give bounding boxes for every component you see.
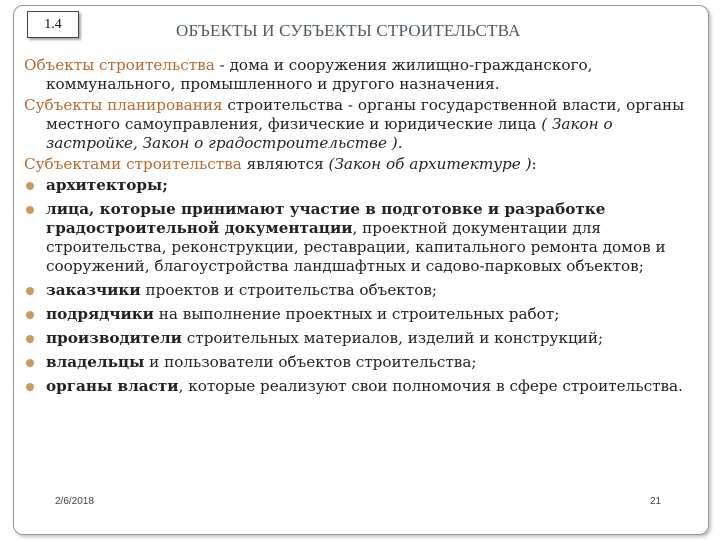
list-item: [24, 329, 700, 348]
slide-body: [24, 56, 700, 401]
bullet-term: подрядчики: [46, 305, 154, 323]
bullet-dot-icon: [26, 359, 34, 367]
page-number: 21: [650, 496, 662, 507]
text-objects: - дома и сооружения жилищно-гражданского, коммунального, промышленного и другого назначения.: [46, 56, 593, 93]
bullet-text: , проектной документации для строительства, реконструкции, реставрации, капитального ремонта домов и сооружений, благоустройства ландшафтных и садово-парковых объектов;: [46, 219, 666, 275]
list-item: [24, 281, 700, 300]
bullet-text: и пользователи объектов строительства;: [144, 353, 477, 371]
bullet-text: на выполнение проектных и строительных работ;: [153, 305, 560, 323]
list-item: [24, 200, 700, 276]
section-number: 1.4: [44, 16, 62, 32]
bullet-text: проектов и строительства объектов;: [140, 281, 438, 299]
paragraph-subjects: [24, 155, 700, 174]
bullet-term: владельцы: [46, 353, 145, 371]
bullet-dot-icon: [26, 383, 34, 391]
bullet-text: строительных материалов, изделий и конструкций;: [181, 329, 604, 347]
term-planning: Субъекты планирования: [24, 96, 223, 114]
footer-date: 2/6/2018: [55, 496, 94, 507]
section-number-box: [27, 11, 79, 38]
paragraph-objects: [24, 56, 700, 94]
bullet-dot-icon: [26, 182, 34, 190]
term-objects: Объекты строительства: [24, 56, 215, 74]
law-reference-subjects: (Закон об архитектуре ): [328, 155, 532, 173]
list-item: [24, 377, 700, 396]
list-item: [24, 353, 700, 372]
bullet-term: производители: [46, 329, 182, 347]
bullet-term: органы власти: [46, 377, 179, 395]
bullet-text: , которые реализуют свои полномочия в сфере строительства.: [178, 377, 683, 395]
bullet-term: лица, которые принимают участие в подготовке и разработке градостроительной документации: [46, 200, 606, 237]
list-item: [24, 176, 700, 195]
bullet-term: заказчики: [46, 281, 141, 299]
text-subjects: являются: [241, 155, 329, 173]
bullet-dot-icon: [26, 311, 34, 319]
paragraph-planning: [24, 96, 700, 153]
text-planning: строительства - органы государственной власти, органы местного самоуправления, физические и юридические лица: [46, 96, 685, 133]
text-subjects-tail: :: [531, 155, 537, 173]
bullet-dot-icon: [26, 287, 34, 295]
bullet-term: архитекторы;: [46, 176, 168, 194]
bullet-dot-icon: [26, 206, 34, 214]
list-item: [24, 305, 700, 324]
bullet-dot-icon: [26, 335, 34, 343]
law-reference-planning: ( Закон о застройке, Закон о градостроительстве ).: [46, 115, 613, 152]
term-subjects: Субъектами строительства: [24, 155, 242, 173]
slide-title: ОБЪЕКТЫ И СУБЪЕКТЫ СТРОИТЕЛЬСТВА: [176, 21, 521, 40]
